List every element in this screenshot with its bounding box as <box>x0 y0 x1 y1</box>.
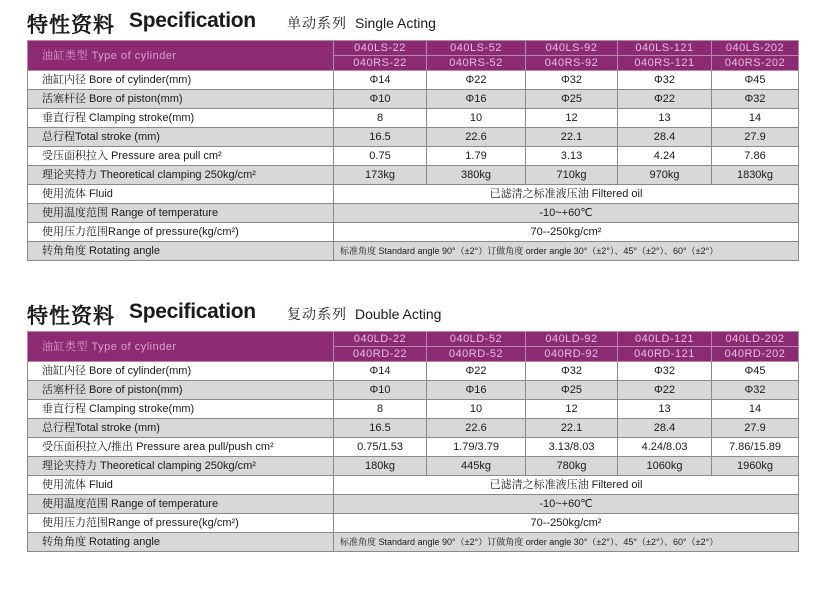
value-cell: 1.79/3.79 <box>427 438 526 457</box>
section-heading <box>27 6 798 40</box>
fluid-value: 已滤清之标准液压油 Filtered oil <box>334 185 799 204</box>
value-cell: 16.5 <box>334 419 427 438</box>
row-label: 使用流体 Fluid <box>28 476 334 495</box>
value-cell: 710kg <box>526 166 618 185</box>
row-label: 使用温度范围 Range of temperature <box>28 495 334 514</box>
value-cell: 16.5 <box>334 128 427 147</box>
table-row <box>28 400 799 419</box>
table-row <box>28 128 799 147</box>
value-cell: 22.1 <box>526 128 618 147</box>
pressure-row <box>28 223 799 242</box>
value-cell: 8 <box>334 109 427 128</box>
value-cell: 22.1 <box>526 419 618 438</box>
value-cell: Φ32 <box>618 362 712 381</box>
row-label: 垂直行程 Clamping stroke(mm) <box>28 109 334 128</box>
value-cell: 7.86 <box>712 147 799 166</box>
row-label: 活塞杆径 Bore of piston(mm) <box>28 381 334 400</box>
value-cell: Φ32 <box>526 362 618 381</box>
row-label: 使用温度范围 Range of temperature <box>28 204 334 223</box>
value-cell: Φ10 <box>334 381 427 400</box>
value-cell: Φ25 <box>526 90 618 109</box>
value-cell: Φ25 <box>526 381 618 400</box>
angle-row <box>28 242 799 261</box>
value-cell: 22.6 <box>427 419 526 438</box>
value-cell: 8 <box>334 400 427 419</box>
value-cell: Φ14 <box>334 362 427 381</box>
series-en: Double Acting <box>355 306 442 322</box>
value-cell: 14 <box>712 109 799 128</box>
value-cell: 3.13/8.03 <box>526 438 618 457</box>
pressure-row <box>28 514 799 533</box>
value-cell: Φ16 <box>427 381 526 400</box>
value-cell: 27.9 <box>712 419 799 438</box>
model-cell: 040LD-202 <box>712 332 799 347</box>
title-cn: 特性资料 <box>27 305 115 328</box>
value-cell: 28.4 <box>618 128 712 147</box>
model-cell: 040RS-92 <box>526 56 618 71</box>
value-cell: 13 <box>618 109 712 128</box>
row-label: 理论夹持力 Theoretical clamping 250kg/cm² <box>28 166 334 185</box>
type-label: 油缸类型 Type of cylinder <box>28 41 334 71</box>
value-cell: 445kg <box>427 457 526 476</box>
value-cell: Φ22 <box>427 362 526 381</box>
table-row <box>28 90 799 109</box>
value-cell: Φ22 <box>618 381 712 400</box>
model-cell: 040RS-202 <box>712 56 799 71</box>
table-row <box>28 109 799 128</box>
title-cn: 特性资料 <box>27 14 115 37</box>
row-label: 理论夹持力 Theoretical clamping 250kg/cm² <box>28 457 334 476</box>
value-cell: 27.9 <box>712 128 799 147</box>
value-cell: 4.24/8.03 <box>618 438 712 457</box>
row-label: 转角角度 Rotating angle <box>28 242 334 261</box>
fluid-value: 已滤清之标准液压油 Filtered oil <box>334 476 799 495</box>
row-label: 垂直行程 Clamping stroke(mm) <box>28 400 334 419</box>
model-cell: 040RD-22 <box>334 347 427 362</box>
model-cell: 040RD-202 <box>712 347 799 362</box>
temperature-row <box>28 204 799 223</box>
table-row <box>28 381 799 400</box>
model-cell: 040RD-121 <box>618 347 712 362</box>
value-cell: Φ32 <box>618 71 712 90</box>
model-row-top <box>28 332 799 347</box>
value-cell: Φ32 <box>526 71 618 90</box>
value-cell: Φ16 <box>427 90 526 109</box>
model-cell: 040RS-121 <box>618 56 712 71</box>
model-cell: 040RD-52 <box>427 347 526 362</box>
model-cell: 040LS-202 <box>712 41 799 56</box>
row-label: 总行程Total stroke (mm) <box>28 419 334 438</box>
model-cell: 040RS-52 <box>427 56 526 71</box>
series-cn: 复动系列 <box>287 306 347 322</box>
value-cell: 380kg <box>427 166 526 185</box>
section-heading <box>27 297 798 331</box>
temperature-value: -10~+60℃ <box>334 495 799 514</box>
value-cell: 14 <box>712 400 799 419</box>
spec-table <box>27 331 799 552</box>
row-label: 油缸内径 Bore of cylinder(mm) <box>28 362 334 381</box>
temperature-row <box>28 495 799 514</box>
value-cell: 4.24 <box>618 147 712 166</box>
table-row <box>28 147 799 166</box>
value-cell: 13 <box>618 400 712 419</box>
model-cell: 040LD-121 <box>618 332 712 347</box>
value-cell: 0.75 <box>334 147 427 166</box>
row-label: 使用压力范围Range of pressure(kg/cm²) <box>28 514 334 533</box>
fluid-row <box>28 185 799 204</box>
value-cell: Φ10 <box>334 90 427 109</box>
value-cell: Φ45 <box>712 71 799 90</box>
value-cell: 12 <box>526 109 618 128</box>
model-cell: 040LD-52 <box>427 332 526 347</box>
value-cell: 780kg <box>526 457 618 476</box>
type-label: 油缸类型 Type of cylinder <box>28 332 334 362</box>
row-label: 使用压力范围Range of pressure(kg/cm²) <box>28 223 334 242</box>
value-cell: Φ22 <box>618 90 712 109</box>
row-label: 受压面积拉入/推出 Pressure area pull/push cm² <box>28 438 334 457</box>
value-cell: 12 <box>526 400 618 419</box>
series-title <box>287 13 436 33</box>
model-cell: 040LS-52 <box>427 41 526 56</box>
spec-table <box>27 40 799 261</box>
model-cell: 040RS-22 <box>334 56 427 71</box>
value-cell: Φ32 <box>712 381 799 400</box>
model-cell: 040LD-22 <box>334 332 427 347</box>
angle-row <box>28 533 799 552</box>
table-row <box>28 438 799 457</box>
row-label: 总行程Total stroke (mm) <box>28 128 334 147</box>
value-cell: 1.79 <box>427 147 526 166</box>
value-cell: 7.86/15.89 <box>712 438 799 457</box>
title-en: Specification <box>129 9 256 32</box>
value-cell: 10 <box>427 400 526 419</box>
value-cell: 970kg <box>618 166 712 185</box>
row-label: 油缸内径 Bore of cylinder(mm) <box>28 71 334 90</box>
table-row <box>28 419 799 438</box>
value-cell: 28.4 <box>618 419 712 438</box>
value-cell: 1830kg <box>712 166 799 185</box>
value-cell: 3.13 <box>526 147 618 166</box>
row-label: 受压面积拉入 Pressure area pull cm² <box>28 147 334 166</box>
value-cell: Φ14 <box>334 71 427 90</box>
value-cell: 10 <box>427 109 526 128</box>
model-cell: 040LD-92 <box>526 332 618 347</box>
model-cell: 040RD-92 <box>526 347 618 362</box>
value-cell: Φ32 <box>712 90 799 109</box>
angle-value: 标准角度 Standard angle 90°（±2°）订做角度 order angle 30°（±2°）、45°（±2°）、60°（±2°） <box>334 533 799 552</box>
value-cell: 1060kg <box>618 457 712 476</box>
pressure-value: 70--250kg/cm² <box>334 223 799 242</box>
table-row <box>28 362 799 381</box>
row-label: 转角角度 Rotating angle <box>28 533 334 552</box>
table-row <box>28 71 799 90</box>
model-row-top <box>28 41 799 56</box>
pressure-value: 70--250kg/cm² <box>334 514 799 533</box>
series-cn: 单动系列 <box>287 15 347 31</box>
temperature-value: -10~+60℃ <box>334 204 799 223</box>
row-label: 活塞杆径 Bore of piston(mm) <box>28 90 334 109</box>
single-acting-section <box>27 6 798 261</box>
value-cell: 173kg <box>334 166 427 185</box>
model-cell: 040LS-92 <box>526 41 618 56</box>
value-cell: 22.6 <box>427 128 526 147</box>
model-cell: 040LS-22 <box>334 41 427 56</box>
value-cell: Φ45 <box>712 362 799 381</box>
row-label: 使用流体 Fluid <box>28 185 334 204</box>
model-cell: 040LS-121 <box>618 41 712 56</box>
double-acting-section <box>27 297 798 552</box>
fluid-row <box>28 476 799 495</box>
series-title <box>287 304 441 324</box>
table-row <box>28 166 799 185</box>
value-cell: Φ22 <box>427 71 526 90</box>
value-cell: 1960kg <box>712 457 799 476</box>
title-en: Specification <box>129 300 256 323</box>
value-cell: 0.75/1.53 <box>334 438 427 457</box>
value-cell: 180kg <box>334 457 427 476</box>
table-row <box>28 457 799 476</box>
angle-value: 标准角度 Standard angle 90°（±2°）订做角度 order angle 30°（±2°）、45°（±2°）、60°（±2°） <box>334 242 799 261</box>
series-en: Single Acting <box>355 15 436 31</box>
